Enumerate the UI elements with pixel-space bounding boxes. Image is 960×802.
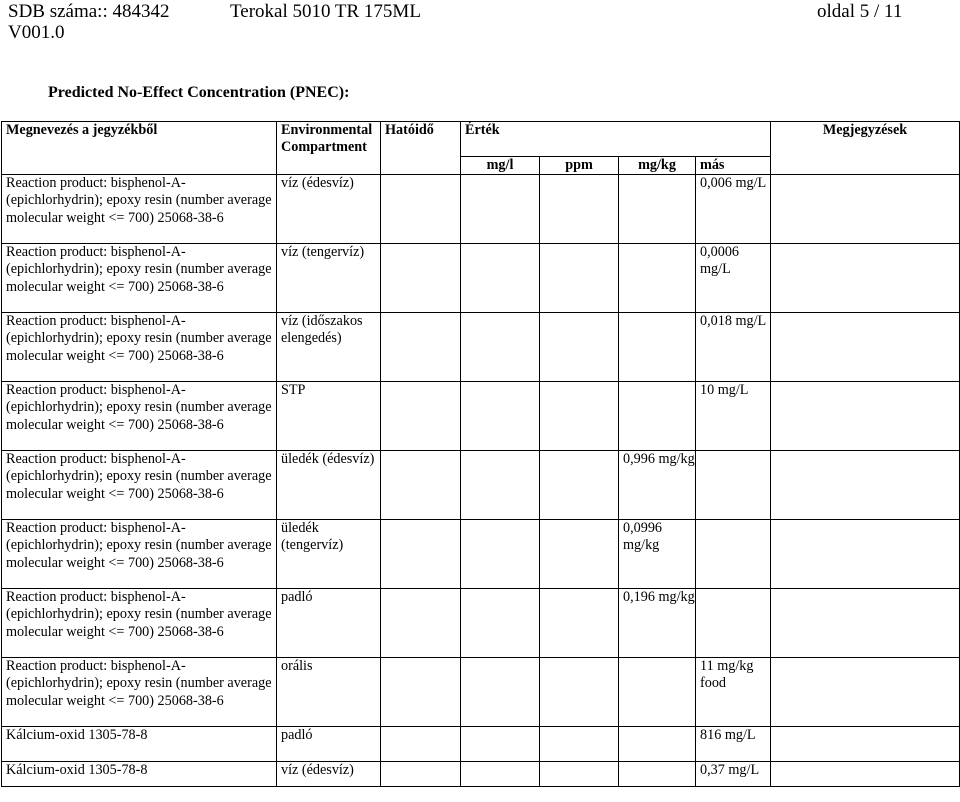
cell-mgl [461, 382, 540, 451]
cell-mgl [461, 762, 540, 787]
cell-name: Reaction product: bisphenol-A-(epichlorhydrin); epoxy resin (number average molecular weight <= 700) 25068-38-6 [2, 658, 277, 727]
cell-ppm [540, 520, 619, 589]
version: V001.0 [8, 22, 65, 43]
cell-notes [771, 589, 960, 658]
table-row [2, 520, 960, 589]
table-row [2, 175, 960, 244]
cell-name: Reaction product: bisphenol-A-(epichlorhydrin); epoxy resin (number average molecular weight <= 700) 25068-38-6 [2, 313, 277, 382]
cell-mgl [461, 451, 540, 520]
cell-compartment: orális [277, 658, 381, 727]
cell-mgkg [619, 382, 696, 451]
cell-other: 0,0006 mg/L [696, 244, 771, 313]
cell-compartment: víz (édesvíz) [277, 175, 381, 244]
cell-notes [771, 658, 960, 727]
table-row [2, 727, 960, 762]
cell-notes [771, 244, 960, 313]
cell-mgl [461, 658, 540, 727]
cell-period [381, 175, 461, 244]
header-name: Megnevezés a jegyzékből [2, 122, 277, 175]
cell-mgkg [619, 727, 696, 762]
cell-other [696, 451, 771, 520]
table-row [2, 658, 960, 727]
cell-other [696, 589, 771, 658]
cell-ppm [540, 244, 619, 313]
table-row [2, 313, 960, 382]
cell-compartment: padló [277, 727, 381, 762]
table-row [2, 382, 960, 451]
cell-mgkg: 0,0996 mg/kg [619, 520, 696, 589]
cell-name: Reaction product: bisphenol-A-(epichlorhydrin); epoxy resin (number average molecular weight <= 700) 25068-38-6 [2, 244, 277, 313]
cell-ppm [540, 313, 619, 382]
cell-compartment: STP [277, 382, 381, 451]
cell-ppm [540, 658, 619, 727]
cell-period [381, 382, 461, 451]
cell-other: 0,018 mg/L [696, 313, 771, 382]
cell-notes [771, 382, 960, 451]
cell-mgl [461, 244, 540, 313]
pnec-table [1, 121, 960, 787]
table-row [2, 451, 960, 520]
cell-compartment: üledék (édesvíz) [277, 451, 381, 520]
cell-other: 816 mg/L [696, 727, 771, 762]
cell-other: 10 mg/L [696, 382, 771, 451]
page-header [8, 2, 953, 42]
cell-period [381, 520, 461, 589]
subheader-ppm: ppm [540, 157, 619, 175]
cell-name: Reaction product: bisphenol-A-(epichlorhydrin); epoxy resin (number average molecular weight <= 700) 25068-38-6 [2, 520, 277, 589]
cell-mgkg: 0,996 mg/kg [619, 451, 696, 520]
cell-other: 0,37 mg/L [696, 762, 771, 787]
header-compartment: Environmental Compartment [277, 122, 381, 175]
cell-ppm [540, 175, 619, 244]
cell-mgkg: 0,196 mg/kg [619, 589, 696, 658]
header-value: Érték [461, 122, 771, 157]
page-indicator: oldal 5 / 11 [817, 1, 903, 22]
cell-ppm [540, 762, 619, 787]
product-name: Terokal 5010 TR 175ML [230, 1, 421, 22]
cell-mgkg [619, 175, 696, 244]
cell-name: Reaction product: bisphenol-A-(epichlorhydrin); epoxy resin (number average molecular weight <= 700) 25068-38-6 [2, 175, 277, 244]
cell-other [696, 520, 771, 589]
cell-compartment: víz (tengervíz) [277, 244, 381, 313]
cell-notes [771, 520, 960, 589]
cell-mgl [461, 175, 540, 244]
cell-notes [771, 313, 960, 382]
cell-mgkg [619, 313, 696, 382]
header-notes: Megjegyzések [771, 122, 960, 175]
cell-notes [771, 727, 960, 762]
section-title: Predicted No-Effect Concentration (PNEC): [48, 84, 350, 101]
cell-ppm [540, 451, 619, 520]
header-period: Hatóidő [381, 122, 461, 175]
cell-name: Reaction product: bisphenol-A-(epichlorhydrin); epoxy resin (number average molecular weight <= 700) 25068-38-6 [2, 589, 277, 658]
cell-name: Kálcium-oxid 1305-78-8 [2, 762, 277, 787]
cell-period [381, 244, 461, 313]
cell-period [381, 313, 461, 382]
cell-mgkg [619, 244, 696, 313]
table-row [2, 244, 960, 313]
cell-other: 0,006 mg/L [696, 175, 771, 244]
cell-mgl [461, 520, 540, 589]
subheader-other: más [696, 157, 771, 175]
table-row [2, 589, 960, 658]
cell-mgl [461, 727, 540, 762]
cell-notes [771, 762, 960, 787]
cell-notes [771, 175, 960, 244]
cell-notes [771, 451, 960, 520]
cell-ppm [540, 589, 619, 658]
table-row [2, 762, 960, 787]
cell-mgkg [619, 762, 696, 787]
cell-compartment: víz (édesvíz) [277, 762, 381, 787]
cell-name: Reaction product: bisphenol-A-(epichlorhydrin); epoxy resin (number average molecular weight <= 700) 25068-38-6 [2, 382, 277, 451]
cell-period [381, 727, 461, 762]
subheader-mgkg: mg/kg [619, 157, 696, 175]
cell-other: 11 mg/kg food [696, 658, 771, 727]
cell-mgkg [619, 658, 696, 727]
cell-period [381, 658, 461, 727]
cell-mgl [461, 589, 540, 658]
cell-ppm [540, 727, 619, 762]
cell-ppm [540, 382, 619, 451]
cell-compartment: víz (időszakos elengedés) [277, 313, 381, 382]
sdb-number: SDB száma:: 484342 [8, 1, 170, 22]
cell-period [381, 762, 461, 787]
cell-period [381, 589, 461, 658]
cell-mgl [461, 313, 540, 382]
cell-period [381, 451, 461, 520]
cell-name: Reaction product: bisphenol-A-(epichlorhydrin); epoxy resin (number average molecular weight <= 700) 25068-38-6 [2, 451, 277, 520]
cell-compartment: üledék (tengervíz) [277, 520, 381, 589]
cell-name: Kálcium-oxid 1305-78-8 [2, 727, 277, 762]
subheader-mgl: mg/l [461, 157, 540, 175]
cell-compartment: padló [277, 589, 381, 658]
